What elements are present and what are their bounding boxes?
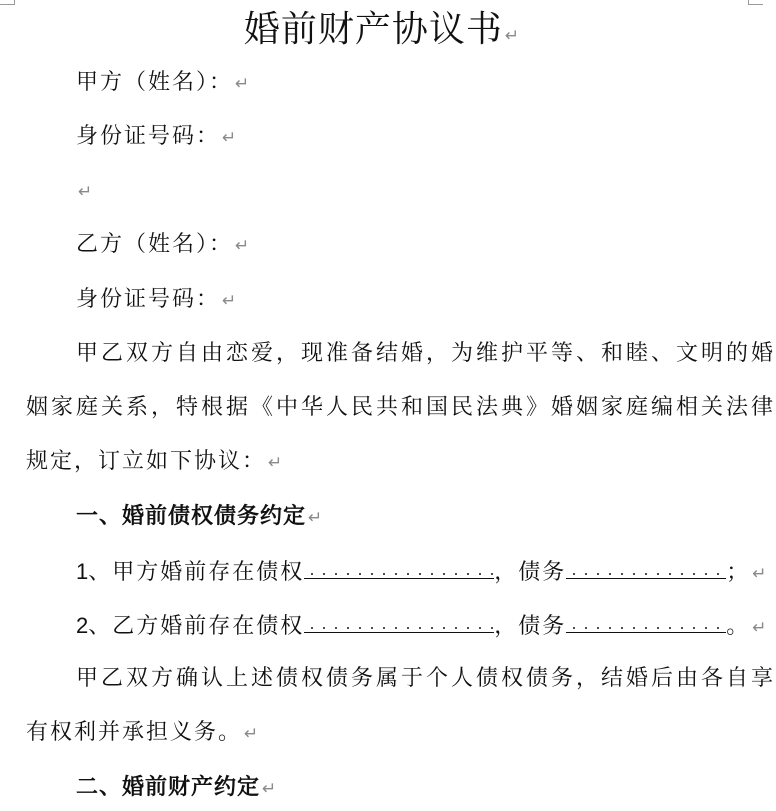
paragraph-mark-icon: ↵ (235, 236, 250, 256)
party-a-name-line (76, 68, 249, 99)
debts-blank-field[interactable] (566, 556, 726, 579)
page-corner-mark-right (748, 0, 763, 5)
party-a-name-label: 甲方（姓名）： (76, 70, 234, 95)
section1-heading: 一、婚前债权债务约定 ↵ (76, 503, 323, 529)
paragraph-mark-icon: ↵ (222, 291, 237, 311)
party-a-id-line (76, 122, 236, 153)
empty-paragraph (76, 176, 92, 207)
section2-heading: 二、婚前财产约定 ↵ (76, 774, 277, 800)
paragraph-mark-icon: ↵ (222, 128, 237, 148)
preamble-line-3: 规定，订立如下协议： ↵ (26, 449, 283, 474)
section1-item-2: 2、乙方婚前存在债权 ，债务 。 ↵ (76, 610, 767, 643)
confirm-line-1: 甲乙双方确认上述债权债务属于个人债权债务，结婚后由各自享 (76, 666, 776, 691)
debts-blank-field[interactable] (566, 610, 726, 633)
claims-blank-field[interactable] (304, 610, 494, 633)
page-corner-mark-left (0, 0, 15, 5)
paragraph-mark-icon: ↵ (752, 618, 767, 638)
party-b-id-label: 身份证号码： (76, 287, 221, 312)
party-b-id-line (76, 285, 236, 316)
paragraph-mark-icon: ↵ (752, 564, 767, 584)
claims-blank-field[interactable] (304, 556, 494, 579)
party-b-name-label: 乙方（姓名）： (76, 232, 234, 257)
party-b-name-line (76, 230, 249, 261)
paragraph-mark-icon: ↵ (244, 724, 259, 744)
paragraph-mark-icon: ↵ (308, 508, 323, 528)
paragraph-mark-icon: ↵ (78, 182, 93, 202)
paragraph-mark-icon: ↵ (504, 26, 520, 46)
party-a-id-label: 身份证号码： (76, 124, 221, 149)
preamble-line-1: 甲乙双方自由恋爱，现准备结婚，为维护平等、和睦、文明的婚 (76, 341, 776, 366)
paragraph-mark-icon: ↵ (268, 453, 283, 473)
section1-item-1: 1、甲方婚前存在债权 ，债务 ； ↵ (76, 556, 767, 589)
paragraph-mark-icon: ↵ (235, 74, 250, 94)
paragraph-mark-icon: ↵ (262, 779, 277, 799)
document-title: 婚前财产协议书 ↵ (243, 9, 520, 50)
confirm-line-2: 有权利并承担义务。 ↵ (26, 720, 259, 745)
preamble-line-2: 姻家庭关系，特根据《中华人民共和国民法典》婚姻家庭编相关法律 (26, 395, 776, 420)
